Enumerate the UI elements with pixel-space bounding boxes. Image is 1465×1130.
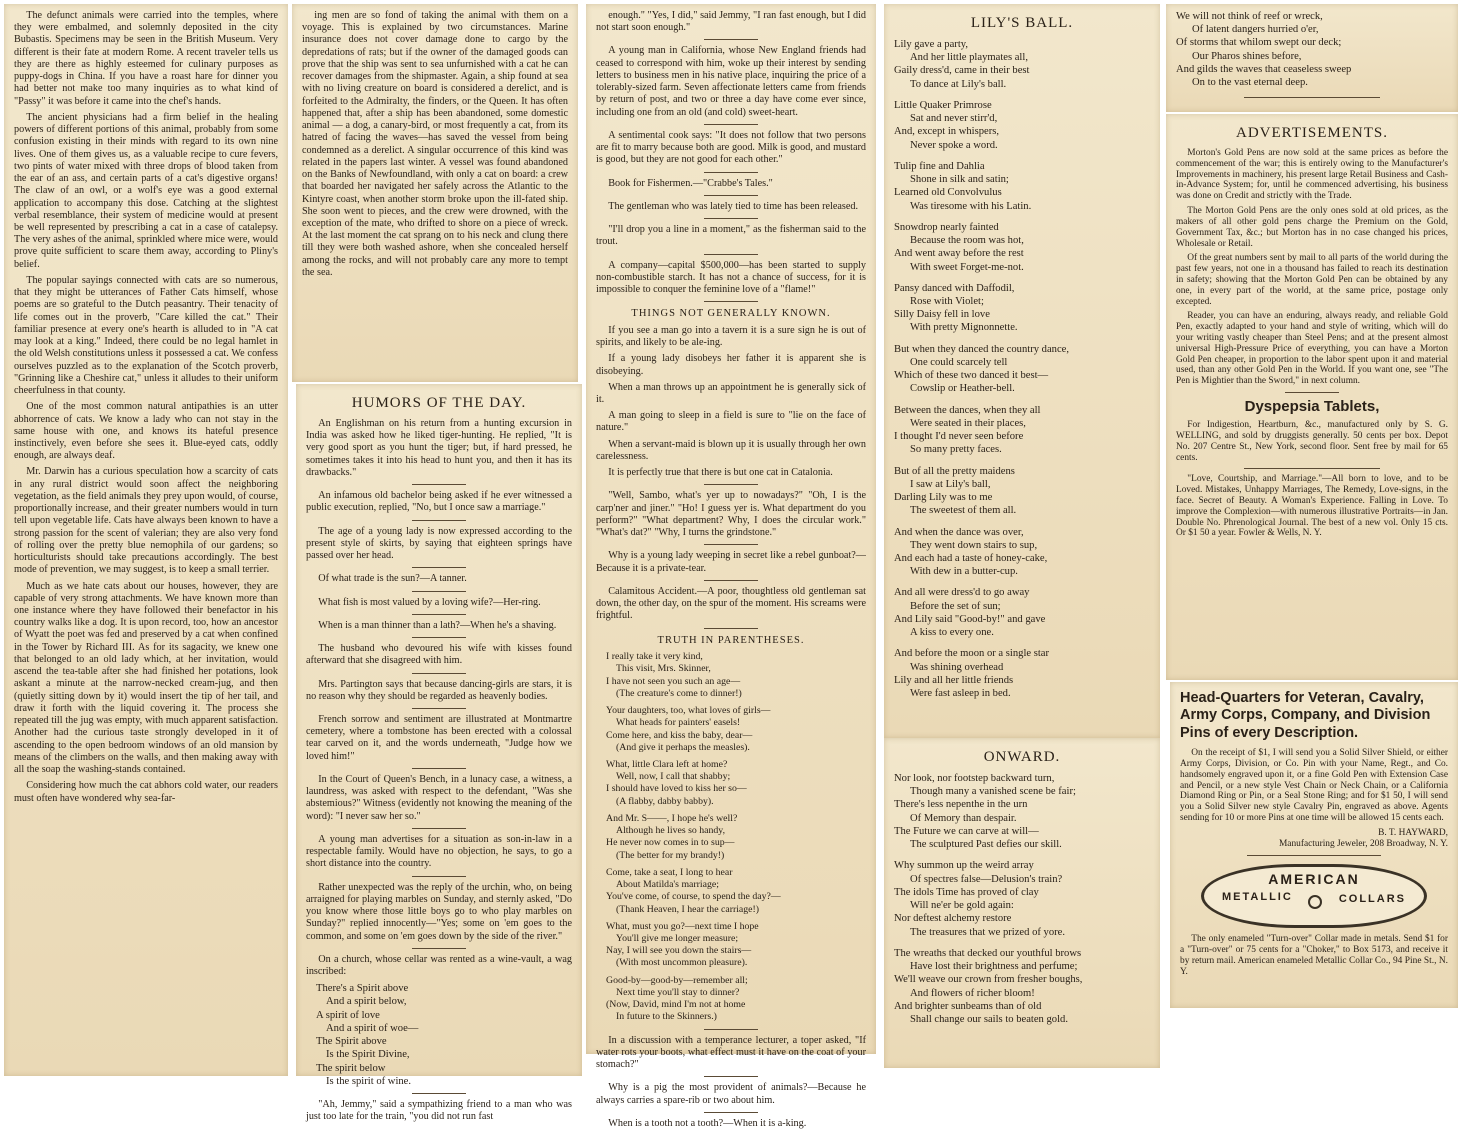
- lily-line: Before the set of sun;: [910, 600, 1001, 612]
- lily-line: And went away before the rest: [894, 248, 1024, 260]
- lily-line: And all were dress'd to go away: [894, 587, 1030, 599]
- divider: [704, 124, 758, 125]
- joke-item: A sentimental cook says: "It does not follow that two persons are fit to marry because both are good. Milk is good, and mustard is good, but they are not good for each other.": [596, 129, 866, 166]
- clip-humors-of-the-day: [296, 384, 582, 1123]
- divider: [704, 1112, 758, 1113]
- col5-line: And gilds the waves that ceaseless sweep: [1176, 63, 1352, 75]
- article-paragraph: ing men are so fond of taking the animal with them on a voyage. This is explained by two circumstances. Marine insurance does not cover damage done to cargo by the depredations of rats; but if the owner of the damaged goods can prove that the ship was sent to sea unfurnished with a cat he can recover damages from the shipmaster. Again, a ship found at sea with no living creature on board is considered a derelict, and is forfeited to the Admiralty, the finders, or the Queen. It has often happened that, after a ship has been abandoned, some domestic animal — a dog, a canary-bird, or most frequently a cat, from its hatred of facing the waves—has saved the vessel from being condemned as a derelict. A singular occurrence of this kind was related in the papers last winter. A vessel was found abandoned on the Banks of Newfoundland, with only a cat on board: a crew that boarded her navigated her safely across the Atlantic to the Kintyre coast, when another storm broke upon the ill-fated ship. She soon went to pieces, and the crew were drowned, with the exception of the mate, who drifted to shore on a piece of wreck. At the last moment the cat sprang on to his neck and clung there till they were both washed ashore, when she concealed herself among the rocks, and will not probably care any more to tempt the sea.: [302, 10, 568, 278]
- divider: [704, 1076, 758, 1077]
- col5-line: We will not think of reef or wreck,: [1176, 11, 1323, 22]
- joke-item: In a discussion with a temperance lecturer, a toper asked, "If water rots your boots, what effect must it have on the coat of your stomach?": [596, 1034, 866, 1071]
- divider: [412, 876, 465, 877]
- col5-verse: [1176, 10, 1448, 98]
- truth-line: (With most uncommon pleasure).: [616, 957, 748, 969]
- clip-advertisements: [1166, 114, 1458, 680]
- morton-paragraph: Reader, you can have an enduring, always ready, and reliable Gold Pen, exactly adapted to your hand and style of writing, which will do your writing vastly cheaper than Steel Pens; and at the present almost universal High-Pressure Price of everything, you can have a Morton Gold Pen cheaper, in proportion to the labor spent upon it and material used, than any other Gold Pen in the World. If you want one, see "The Pen is Mightier than the Sword," in next column.: [1176, 311, 1448, 387]
- lily-line: So many pretty faces.: [910, 444, 1002, 456]
- joke-item: Why is a young lady weeping in secret like a rebel gunboat?—Because it is a private-tear.: [596, 550, 866, 574]
- divider: [704, 195, 758, 196]
- cats-article-body: [14, 10, 278, 805]
- lily-line: And before the moon or a single star: [894, 648, 1050, 660]
- lily-stanza: [894, 404, 1150, 457]
- things-item: If you see a man go into a tavern it is a sure sign he is out of spirits, and likely to be ale-ing.: [596, 324, 866, 349]
- verse-line: Is the Spirit Divine,: [326, 1049, 410, 1061]
- verse-line: The Spirit above: [316, 1036, 387, 1048]
- divider: [704, 1029, 758, 1030]
- article-paragraph: Mr. Darwin has a curious speculation how a scarcity of cats in any rural district would soon affect the neighboring vegetation, as the field animals they prey upon would, of course, proportionally increase, and their greater numbers would in turn tell upon vegetable life. Cats have always been known to have a strong passion for the scent of valerian; they are also very fond of rolling over the pretty blue nemophila of our gardens; so horticulturists should take precautions accordingly. The best mode of prevention, we may suggest, is to keep a small terrier.: [14, 466, 278, 576]
- joke-item: On a church, whose cellar was rented as a wine-vault, a wag inscribed:: [306, 953, 572, 977]
- divider: [1285, 392, 1339, 393]
- divider: [704, 218, 758, 219]
- lily-poem: [894, 38, 1150, 700]
- col3-body: [596, 10, 866, 1130]
- truth-line: And Mr. S——, I hope he's well?: [606, 812, 738, 824]
- truth-line: Next time you'll stay to dinner?: [616, 986, 740, 998]
- article-paragraph: One of the most common natural antipathies is an utter abhorrence of cats. We know a lady who can not stay in the same house with one, and knows its hateful presence instinctively, even before she sees it. Blue-eyed cats, oddly enough, are always deaf.: [14, 401, 278, 462]
- lily-line: Learned old Convolvulus: [894, 187, 1002, 199]
- lily-line: Cowslip or Heather-bell.: [910, 383, 1015, 395]
- clip-cats-article-continued: [292, 4, 578, 382]
- onward-line: Though many a vanished scene be fair;: [910, 786, 1076, 798]
- lily-line: Silly Daisy fell in love: [894, 309, 990, 321]
- lily-line: Never spoke a word.: [910, 139, 998, 151]
- truth-line: You'll give me longer measure;: [616, 933, 739, 945]
- verse-line: A spirit of love: [316, 1009, 380, 1021]
- verse-line: The spirit below: [316, 1062, 386, 1074]
- divider: [412, 828, 465, 829]
- truth-line: About Matilda's marriage;: [616, 879, 719, 891]
- joke-item: Why is a pig the most provident of animals?—Because he always carries a spare-rib or two about him.: [596, 1082, 866, 1106]
- truth-line: What, must you go?—next time I hope: [606, 920, 759, 932]
- hq-text: On the receipt of $1, I will send you a Solid Silver Shield, or either Army Corps, Division, or Co. Pin with your Name, Regt., and Co. handsomely engraved upon it, or a fine Gold Pen with Extension Case and Pencil, or a new style Vest Chain or Neck Chain, or a California Diamond Ring or Pin, or a Seal Stone Ring; and for $1 50, I will send you a Solid Silver new style Cavalry Pin, engraved as above. Agents sending for 10 or more Pins at one time will be allowed 15 cents each.: [1180, 748, 1448, 824]
- onward-line: Of Memory than despair.: [910, 812, 1017, 824]
- joke-item: Mrs. Partington says that because dancing-girls are stars, it is no reason why they should be regarded as heavenly bodies.: [306, 678, 572, 702]
- divider: [704, 628, 758, 629]
- truth-line: What heads for painters' easels!: [616, 717, 741, 729]
- joke-item: An Englishman on his return from a hunting excursion in India was asked how he liked tiger-hunting. He replied, "It is very good sport as you hunt the tiger; but, if hard pressed, he sometimes takes it into his head to hunt you, and then it has its drawbacks.": [306, 418, 572, 478]
- onward-line: We'll weave our crown from fresher boughs,: [894, 974, 1083, 986]
- truth-line: Although he lives so handy,: [616, 825, 726, 837]
- onward-poem: [894, 772, 1150, 1026]
- joke-item: Book for Fishermen.—"Crabbe's Tales.": [608, 177, 773, 189]
- lily-line: They went down stairs to sup,: [910, 539, 1038, 551]
- truth-line: This visit, Mrs. Skinner,: [616, 663, 711, 675]
- onward-line: Shall change our sails to beaten gold.: [910, 1013, 1068, 1025]
- joke-item: When is a tooth not a tooth?—When it is a-king.: [608, 1117, 807, 1129]
- divider: [704, 484, 758, 485]
- church-verse: [306, 982, 572, 1088]
- truth-line: Nay, I will see you down the stairs—: [606, 945, 752, 957]
- divider: [704, 544, 758, 545]
- truth-line: I really take it very kind,: [606, 651, 703, 663]
- morton-paragraph: Morton's Gold Pens are now sold at the same prices as before the commencement of the war; this is entirely owing to the Manufacturer's Improvements in machinery, his present large Retail Business and Cash-in-Advance System; for, until he commenced advertising, his business was done on Credit and strictly with the Trade.: [1176, 148, 1448, 202]
- onward-stanza: [894, 947, 1150, 1026]
- verse-line: And a spirit of woe—: [326, 1022, 419, 1034]
- truth-line: Come, take a seat, I long to hear: [606, 866, 733, 878]
- truth-line: I should have loved to kiss her so—: [606, 783, 747, 795]
- lily-line: Pansy danced with Daffodil,: [894, 282, 1015, 294]
- joke-item: Calamitous Accident.—A poor, thoughtless old gentleman sat down, the other day, on the spur of the moment. His screams were frightful.: [596, 585, 866, 622]
- onward-line: The treasures that we prized of yore.: [910, 926, 1066, 938]
- truth-line: (The better for my brandy!): [616, 849, 725, 861]
- divider: [412, 673, 465, 674]
- lily-line: Which of these two danced it best—: [894, 370, 1049, 382]
- joke-item: enough." "Yes, I did," said Jemmy, "I ran fast enough, but I did not start soon enough.": [596, 10, 866, 34]
- onward-line: Will ne'er be gold again:: [910, 900, 1014, 912]
- divider: [412, 591, 465, 592]
- truth-stanza: [596, 867, 866, 916]
- article-paragraph: Much as we hate cats about our houses, however, they are capable of very strong attachments. We have known more than one instance where they have followed their benefactor in his country walks like a dog. It is upon record, too, how an ancestor of Wyatt the poet was fed and preserved by a cat when confined in the Tower by Richard III. As for its sagacity, we knew one that belonged to an old lady which, at her invitation, would ascend the tea-table after she had finished her potations, look askant a minute at the narrow-necked cream-jug, and then (quietly sitting down by it) would insert the tip of her tail, and draw it forth with the liquid covering it. The process she repeated till the jug was empty, with much apparent satisfaction. Another had the curious taste strongly developed in it of ascending to the open bedroom windows of an old mansion by means of the climbers on the walls, and then making away with all the soap the washing-stands contained.: [14, 580, 278, 776]
- truth-line: He never now comes in to sup—: [606, 837, 735, 849]
- lily-line: Darling Lily was to me: [894, 492, 993, 504]
- onward-line: And brighter sunbeams than of old: [894, 1000, 1042, 1012]
- hq-signature-address: Manufacturing Jeweler, 208 Broadway, N. Y.: [1278, 839, 1448, 850]
- verse-line: There's a Spirit above: [316, 983, 409, 995]
- things-item: If a young lady disobeys her father it is apparent she is disobeying.: [596, 353, 866, 377]
- article-paragraph: The popular sayings connected with cats are so numerous, that they might be utterances of Father Cats himself, whose poems are so grateful to the Dutch peasantry. Their tenacity of life comes out in the proverb, "Care killed the cat." Their familiar presence at every one's hearth is alluded to in "A cat may look at a king." Indeed, there could be no legal hamlet in the old Welsh constitutions unless it possessed a cat. We confess ourselves puzzled as to the explanation of the Scotch proverb, "Grinning like a Cheshire cat," unless it alludes to their uniform cheerfulness in that county.: [14, 274, 278, 397]
- divider: [704, 254, 758, 255]
- lily-line: And, except in whispers,: [894, 126, 1000, 138]
- dyspepsia-title: Dyspepsia Tablets,: [1244, 398, 1380, 416]
- divider: [704, 172, 758, 173]
- joke-item: A young man in California, whose New England friends had ceased to correspond with him, woke up their interest by sending letters to business men in his native place, inquiring the price of a tolerably-sized farm. Seven affectionate letters came from friends by return of post, and two or three a day have come ever since, including one from an old (and cold) sweet-heart.: [596, 45, 866, 118]
- things-item: When a servant-maid is blown up it is usually through her own carelessness.: [596, 438, 866, 462]
- verse-line: And a spirit below,: [326, 996, 407, 1008]
- truth-line: (And give it perhaps the measles).: [616, 741, 750, 753]
- joke-item: The husband who devoured his wife with kisses found afterward that she disagreed with him.: [306, 643, 572, 667]
- lily-line: I thought I'd never seen before: [894, 431, 1024, 443]
- things-item: A man going to sleep in a field is sure to "lie on the face of nature.": [596, 410, 866, 434]
- onward-line: Of spectres false—Delusion's train?: [910, 873, 1063, 885]
- lily-title: LILY'S BALL.: [970, 15, 1074, 31]
- lily-line: Snowdrop nearly fainted: [894, 221, 999, 233]
- lily-line: And when the dance was over,: [894, 526, 1024, 538]
- truth-poem: [596, 651, 866, 1024]
- divider: [412, 768, 465, 769]
- divider: [412, 567, 465, 568]
- onward-line: Have lost their brightness and perfume;: [910, 961, 1078, 973]
- hq-title: Head-Quarters for Veteran, Cavalry, Army Corps, Company, and Division Pins of every Description.: [1180, 690, 1431, 741]
- joke-item: French sorrow and sentiment are illustrated at Montmartre cemetery, where a tombstone has been erected with a colossal tear carved on it, and the words underneath, "Judge how we loved him!": [306, 713, 572, 762]
- lily-stanza: [894, 38, 1150, 91]
- truth-stanza: [596, 651, 866, 700]
- joke-item: "Well, Sambo, what's yer up to nowadays?" "Oh, I is the carp'ner and jiner." "Ho! I guess yer is. What department do you perform?" "What department? Why, I does the circular work." "What's dat?" "Why, I turns the grindstone.": [596, 490, 866, 539]
- joke-item: "I'll drop you a line in a moment," as the fisherman said to the trout.: [596, 224, 866, 248]
- lily-line: Because the room was hot,: [910, 235, 1024, 247]
- truth-stanza: [596, 705, 866, 754]
- lily-line: Was shining overhead: [910, 661, 1004, 673]
- lily-line: Sat and never stirr'd,: [910, 113, 998, 125]
- ads-title: ADVERTISEMENTS.: [1235, 125, 1388, 141]
- divider: [1244, 97, 1380, 98]
- lily-stanza: [894, 282, 1150, 335]
- divider: [704, 39, 758, 40]
- onward-line: Nor deftest alchemy restore: [894, 913, 1012, 925]
- hq-signature: B. T. HAYWARD,: [1378, 827, 1448, 838]
- humors-body: [306, 418, 572, 1124]
- clip-headquarters-ad: [1170, 682, 1458, 1008]
- lily-line: Between the dances, when they all: [894, 404, 1041, 416]
- divider: [412, 708, 465, 709]
- lily-line: But of all the pretty maidens: [894, 465, 1015, 477]
- truth-line: (A flabby, dabby babby).: [616, 795, 714, 807]
- lily-line: To dance at Lily's ball.: [910, 78, 1007, 90]
- lily-line: One could scarcely tell: [910, 356, 1008, 368]
- lily-line: Were seated in their places,: [910, 417, 1026, 429]
- truth-stanza: [596, 813, 866, 862]
- truth-line: (The creature's come to dinner!): [616, 687, 742, 699]
- truth-line: Well, now, I call that shabby;: [616, 771, 731, 783]
- truth-line: (Thank Heaven, I hear the carriage!): [616, 903, 760, 915]
- joke-item: What fish is most valued by a loving wife?—Her-ring.: [318, 596, 541, 608]
- truth-line: I have not seen you such an age—: [606, 675, 741, 687]
- lily-stanza: [894, 465, 1150, 518]
- clip-lilys-ball: [884, 4, 1160, 738]
- article-paragraph: The defunct animals were carried into the temples, where they were embalmed, and solemnly deposited in the city Bubastis. Specimens may be seen in the British Museum. Very different is their fate at modern Rome. A recent traveler tells us they are there as highly esteemed for culinary purposes as puppy-dogs in China. If you have a roast hare for dinner you had better not make too many inquiries as to what kind of "Passy" it was before it came into the chef's hands.: [14, 10, 278, 107]
- article-paragraph: The ancient physicians had a firm belief in the healing powers of different portions of this animal, probably from some confusion existing in their minds with regard to its own nine lives. One of them gives us, as a valuable recipe to cure fevers, two pints of water mixed with three drops of blood taken from the ear of an ass, and certain parts of a cat's digestive organs! The claw of an owl, or a wolf's eye was a good external application to accompany this dose. Catching at the slightest verbal resemblance, their system of medicine would at present be well represented by prescribing a cat in a case of catalepsy. The very ashes of the animal, sprinkled where mice were, would prove quite sufficient to scare them away, according to Pliny's belief.: [14, 111, 278, 270]
- lily-stanza: [894, 221, 1150, 274]
- col5-line: On to the vast eternal deep.: [1192, 77, 1308, 89]
- lily-line: A kiss to every one.: [910, 627, 994, 639]
- onward-stanza: [894, 772, 1150, 851]
- col5-line: Of latent dangers hurried o'er,: [1192, 24, 1319, 36]
- cats-continued-body: [302, 10, 568, 279]
- collar-text: The only enameled "Turn-over" Collar made in metals. Send $1 for a "Turn-over" or 75 cents for a "Choker," to Box 5173, and receive it by return mail. American enameled Metallic Collar Co., 94 Pine St., N. Y.: [1180, 934, 1448, 977]
- verse-line: Is the spirit of wine.: [326, 1075, 412, 1087]
- divider: [1244, 468, 1380, 469]
- joke-item: An infamous old bachelor being asked if he ever witnessed a public execution, replied, "No, but I once saw a marriage.": [306, 490, 572, 514]
- onward-line: The Future we can carve at will—: [894, 825, 1039, 837]
- humors-title: HUMORS OF THE DAY.: [351, 395, 527, 411]
- lily-stanza: [894, 647, 1150, 700]
- clip-cats-article: [4, 4, 288, 1076]
- clip-onward-end: [1166, 4, 1458, 112]
- truth-line: What, little Clara left at home?: [606, 758, 728, 770]
- things-item: It is perfectly true that there is but one cat in Catalonia.: [608, 467, 833, 479]
- truth-line: In future to the Skinners.): [616, 1011, 717, 1023]
- joke-item: The gentleman who was lately tied to time has been released.: [608, 200, 859, 212]
- truth-line: Good-by—good-by—remember all;: [606, 974, 748, 986]
- lily-line: And Lily said "Good-by!" and gave: [894, 613, 1046, 625]
- divider: [412, 520, 465, 521]
- morton-ad: [1176, 148, 1448, 387]
- truth-line: (Now, David, mind I'm not at home: [606, 999, 746, 1011]
- divider: [412, 614, 465, 615]
- love-courtship-ad: "Love, Courtship, and Marriage."—All born to love, and to be Loved. Mistakes, Unhappy Marriages, The Remedy, Love-signs, in the face. Secret of Beauty. A Woman's Experience. Falling in Love. To improve the Complexion—with numerous illustrative Portraits—in Jan. Double No. Phrenological Journal. The best of a new vol. Only 15 cts. Or $1 50 a year. Fowler & Wells, N. Y.: [1176, 474, 1448, 539]
- article-paragraph: Considering how much the cat abhors cold water, our readers must often have wondered why sea-far-: [14, 780, 278, 804]
- col5-line: Our Pharos shines before,: [1192, 50, 1302, 62]
- things-item: When a man throws up an appointment he is generally sick of it.: [596, 381, 866, 405]
- lily-stanza: [894, 526, 1150, 579]
- joke-item: A company—capital $500,000—has been started to supply non-combustible starch. It has not a chance of success, for it is impossible to conquer the feminine love of a "flame!": [596, 259, 866, 295]
- morton-paragraph: Of the great numbers sent by mail to all parts of the world during the past few years, not one in a thousand has failed to reach its destination in safety; showing that the Morton Gold Pen can be obtained by any one, in every part of the world, at the same price, postage only excepted.: [1176, 253, 1448, 307]
- truth-title: TRUTH IN PARENTHESES.: [657, 634, 805, 646]
- lily-line: The sweetest of them all.: [910, 505, 1017, 517]
- dyspepsia-text: For Indigestion, Heartburn, &c., manufactured only by S. G. WELLING, and sold by druggists generally. 50 cents per box. Depot No. 207 Centre St., New York, second floor. Sent free by mail for 65 cents.: [1176, 420, 1448, 463]
- clip-onward: [884, 738, 1160, 1068]
- lily-line: Tulip fine and Dahlia: [894, 160, 985, 172]
- divider: [704, 301, 758, 302]
- lily-line: With sweet Forget-me-not.: [910, 261, 1024, 273]
- joke-item: "Ah, Jemmy," said a sympathizing friend to a man who was just too late for the train, "you did not run fast: [306, 1099, 572, 1123]
- truth-line: Come here, and kiss the baby, dear—: [606, 729, 753, 741]
- collar-button-icon: [1308, 895, 1322, 909]
- lily-stanza: [894, 160, 1150, 213]
- lily-line: Were fast asleep in bed.: [910, 688, 1011, 700]
- joke-item: The age of a young lady is now expressed according to the present style of skirts, by saying that eighteen springs have passed over her head.: [306, 525, 572, 562]
- truth-stanza: [596, 975, 866, 1024]
- onward-line: The sculptured Past defies our skill.: [910, 839, 1062, 851]
- joke-item: When is a man thinner than a lath?—When he's a shaving.: [318, 619, 557, 631]
- lily-stanza: [894, 586, 1150, 639]
- things-title: THINGS NOT GENERALLY KNOWN.: [631, 308, 831, 320]
- joke-item: Rather unexpected was the reply of the urchin, who, on being arraigned for playing marbles on Sunday, and sternly asked, "Do you know where those little boys go to who play marbles on Sunday?" replied innocently—"Yes; some on 'em goes to the common, and some on 'em goes down by the side of the river.": [306, 881, 572, 942]
- lily-line: With dew in a butter-cup.: [910, 566, 1018, 578]
- truth-stanza: [596, 759, 866, 808]
- metallic-collar-icon: [1201, 864, 1427, 928]
- onward-line: There's less nepenthe in the urn: [894, 799, 1028, 811]
- lily-line: Lily and all her little friends: [894, 674, 1014, 686]
- col5-line: Of storms that whilom swept our deck;: [1176, 37, 1342, 49]
- divider: [412, 1093, 465, 1094]
- collar-label-right: COLLARS: [1338, 893, 1406, 906]
- truth-line: You've come, of course, to spend the day?—: [606, 891, 781, 903]
- onward-line: Nor look, nor footstep backward turn,: [894, 773, 1055, 784]
- lily-line: Rose with Violet;: [910, 295, 984, 307]
- divider: [1247, 855, 1381, 856]
- morton-paragraph: The Morton Gold Pens are the only ones sold at old prices, as the makers of all other gold pens charge the Premium on the Gold, Government Tax, &c.; but Morton has in no case changed his prices, Wholesale or Retail.: [1176, 206, 1448, 249]
- lily-stanza: [894, 99, 1150, 152]
- clip-jokes-column: [586, 4, 876, 1129]
- lily-line: And each had a taste of honey-cake,: [894, 552, 1048, 564]
- collar-label-top: AMERICAN: [1268, 871, 1360, 888]
- lily-line: Was tiresome with his Latin.: [910, 200, 1032, 212]
- onward-line: The idols Time has proved of clay: [894, 886, 1039, 898]
- joke-item: Of what trade is the sun?—A tanner.: [318, 573, 467, 585]
- lily-line: Lily gave a party,: [894, 39, 969, 50]
- divider: [704, 580, 758, 581]
- onward-stanza: [894, 859, 1150, 938]
- joke-item: In the Court of Queen's Bench, in a lunacy case, a witness, a laundress, was asked with respect to the defendant, "Was she abstemious?" Witness (evidently not knowing the meaning of the word): "I never saw her so.": [306, 773, 572, 822]
- divider: [412, 948, 465, 949]
- divider: [412, 637, 465, 638]
- lily-line: Shone in silk and satin;: [910, 174, 1009, 186]
- lily-line: But when they danced the country dance,: [894, 343, 1070, 355]
- onward-line: Why summon up the weird array: [894, 860, 1034, 872]
- lily-line: Gaily dress'd, came in their best: [894, 65, 1030, 77]
- lily-line: Little Quaker Primrose: [894, 99, 992, 111]
- joke-item: A young man advertises for a situation as son-in-law in a respectable family. Would have no objection, he says, to go a short distance into the country.: [306, 833, 572, 870]
- onward-title: ONWARD.: [983, 749, 1061, 765]
- truth-stanza: [596, 921, 866, 970]
- col5-stanza: [1176, 10, 1448, 89]
- lily-line: And her little playmates all,: [910, 52, 1028, 64]
- lily-line: With pretty Mignonnette.: [910, 322, 1018, 334]
- lily-stanza: [894, 343, 1150, 396]
- divider: [412, 484, 465, 485]
- onward-line: And flowers of richer bloom!: [910, 987, 1035, 999]
- collar-label-left: METALLIC: [1222, 891, 1293, 904]
- truth-line: Your daughters, too, what loves of girls—: [606, 705, 771, 717]
- onward-line: The wreaths that decked our youthful brows: [894, 947, 1082, 959]
- lily-line: I saw at Lily's ball,: [910, 478, 991, 490]
